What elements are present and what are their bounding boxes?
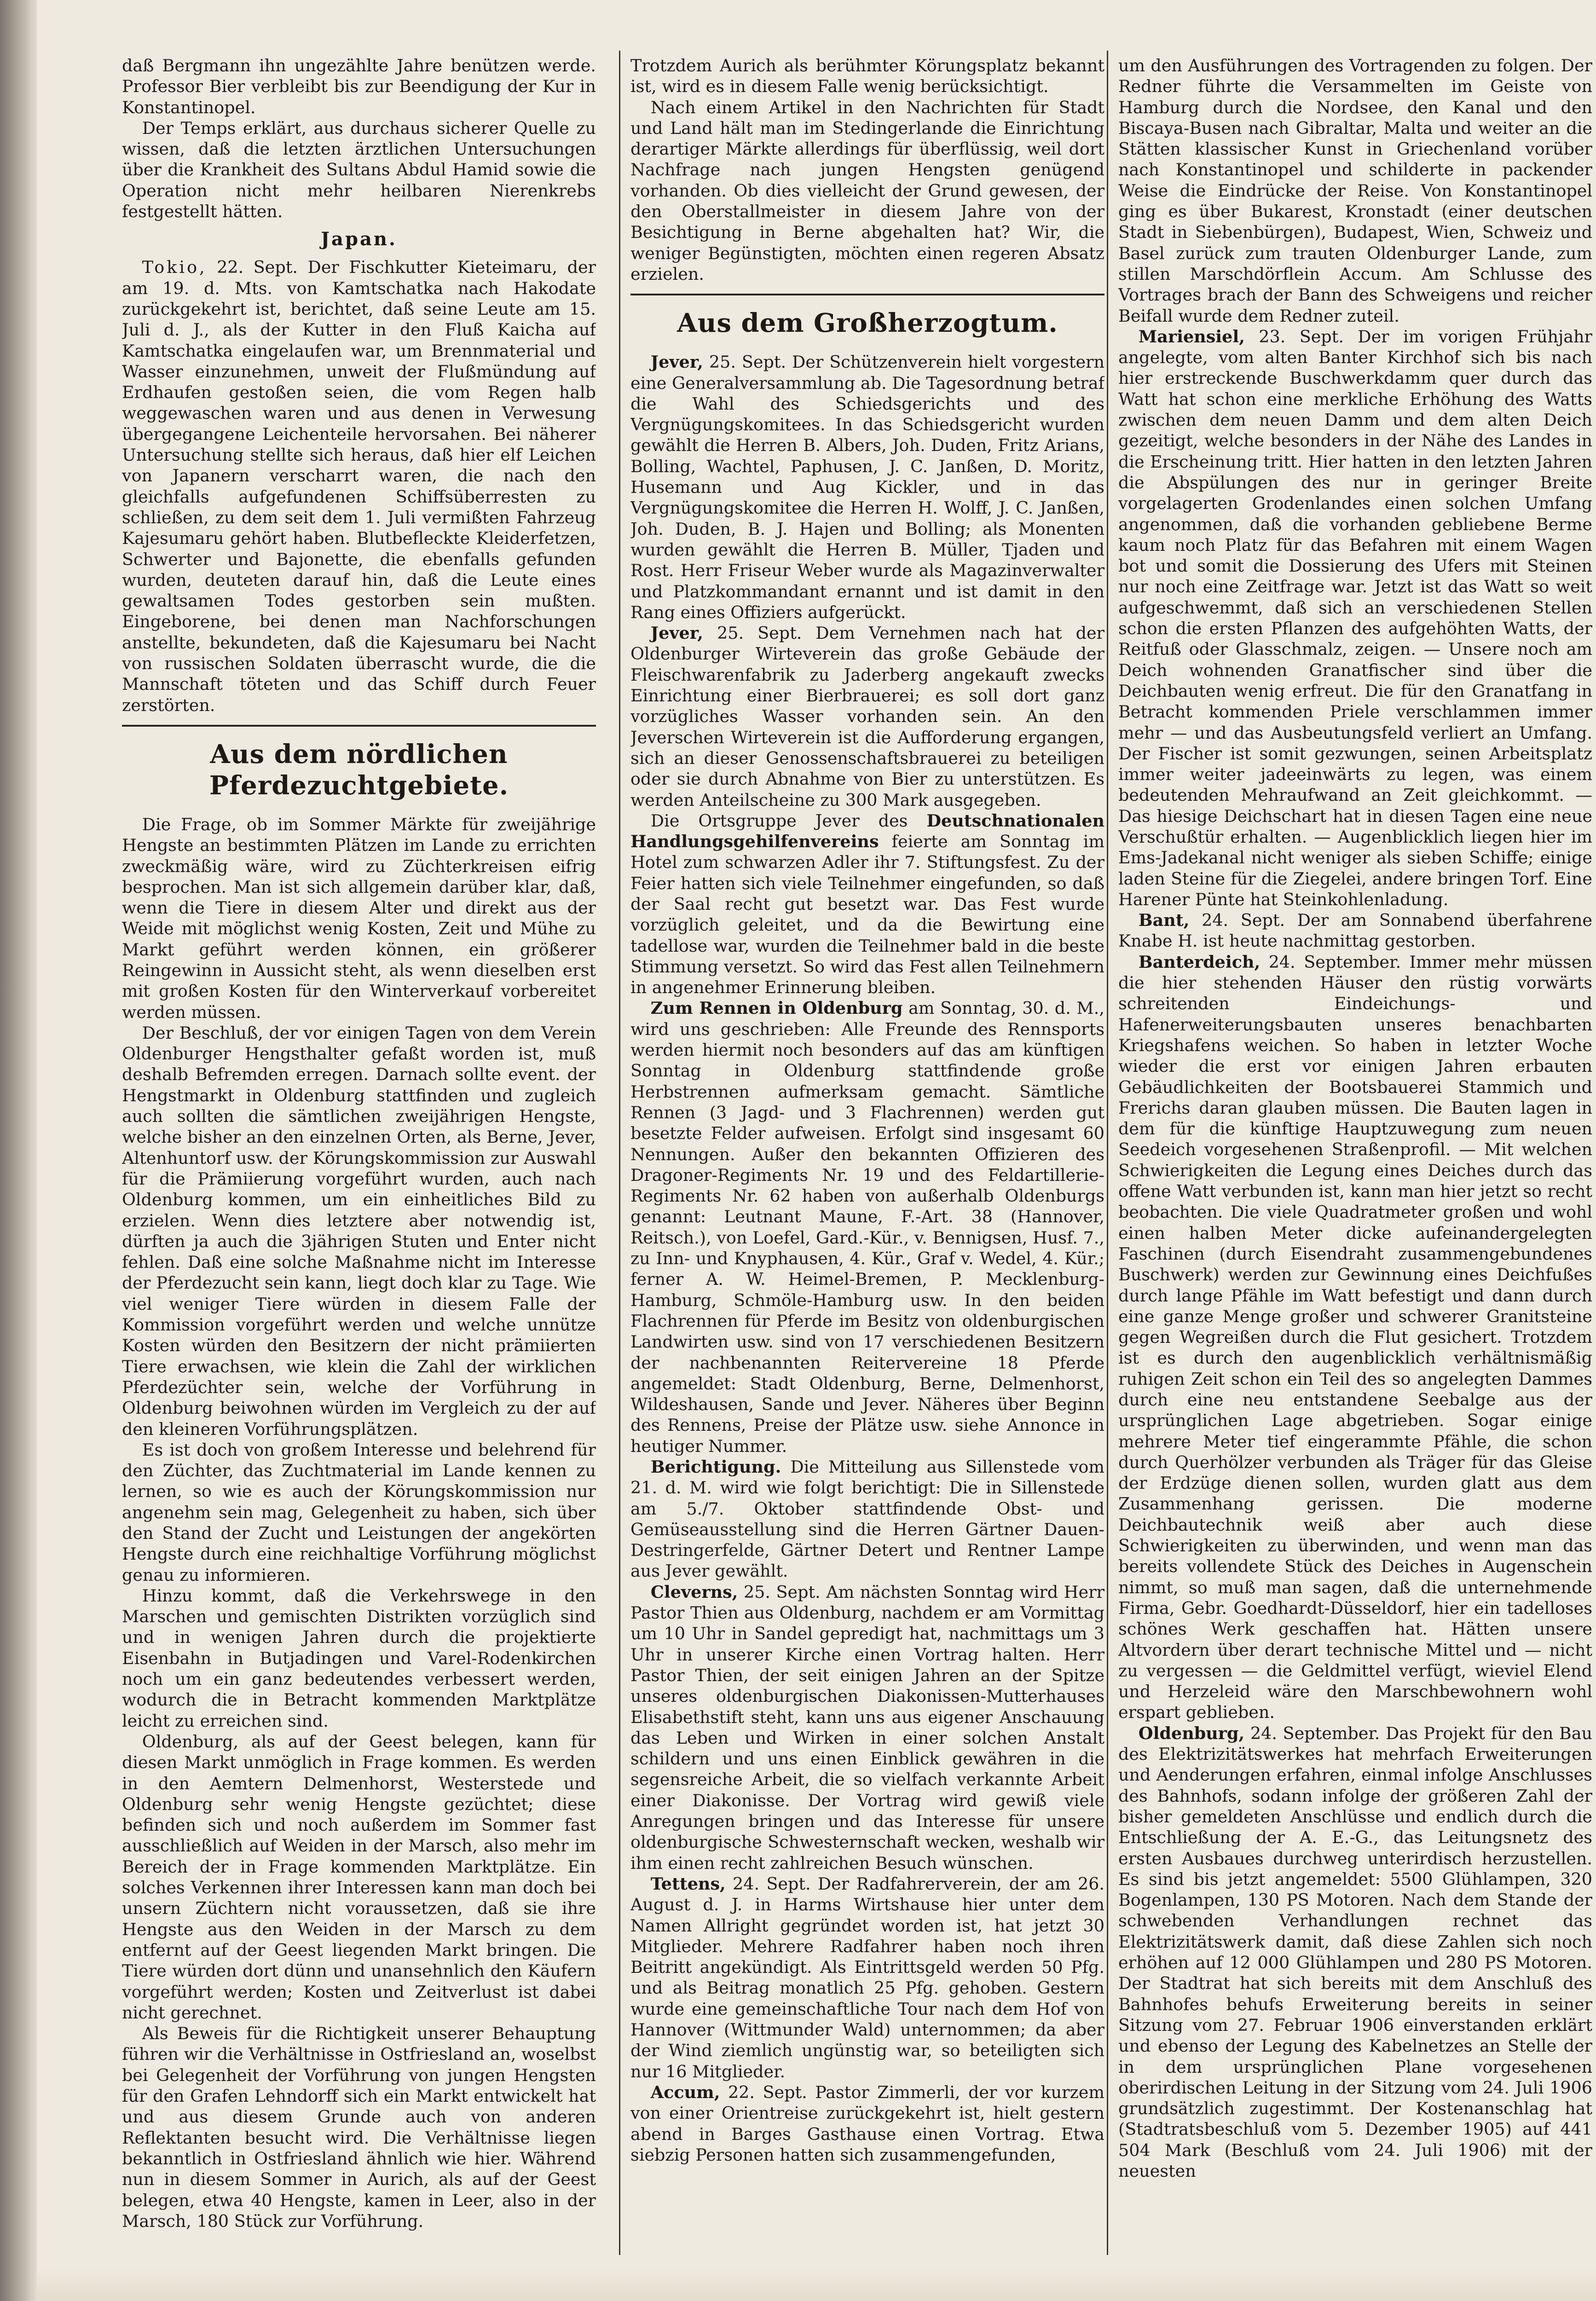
japan-heading: Japan. <box>321 228 397 250</box>
paragraph: Nach einem Artikel in den Nachrichten für Stadt und Land hält man im Stedingerlande die Einrichtung derartiger Märkte allerdings für überflüssig, weil dort Nachfrage nach jungen Hengsten genügend vorhanden. Ob dies vielleicht der Grund gewesen, der den Oberstallmeister in diesem Jahre von der Besichtigung in Berne abgehalten hat? Wir, die weniger Begünstigten, möchten einen regeren Absatz erzielen. <box>630 97 1104 284</box>
paragraph: Die Frage, ob im Sommer Märkte für zweijährige Hengste an bestimmten Plätzen im Lande zu errichten zweckmäßig wäre, wird zu Züchterkreisen eifrig besprochen. Man ist sich allgemein darüber klar, daß, wenn die Tiere in diesem Alter und direkt aus der Weide mit möglichst wenig Kosten, Zeit und Mühe zu Markt geführt werden können, ein größerer Reingewinn in Aussicht steht, als wenn dieselben erst mit großen Kosten für den Winterverkauf vorbereitet werden müssen. <box>122 814 596 1022</box>
place-name: Mariensiel, <box>1138 326 1245 347</box>
article-continuation: Trotzdem Aurich als berühmter Körungsplatz bekannt ist, wird es in diesem Falle wenig berücksichtigt. <box>630 56 1104 97</box>
news-item: Banterdeich, 24. September. Immer mehr müssen die hier stehenden Häuser den rüstig vorwärts schreitenden Eindeichungs- und Hafenerweiterungsbauten unseres benachbarten Kriegshafens weichen. So haben in letzter Woche wieder die erst vor einigen Jahren erbauten Gebäudlichkeiten der Bootsbauerei Stammich und Frerichs daran glauben müssen. Die Bauten lagen in dem für die künftige Hauptzuwegung zum neuen Seedeich vorgesehenen Straßenprofil. — Mit welchen Schwierigkeiten die Legung eines Deiches durch das offene Watt verbunden ist, kann man hier jetzt so recht beobachten. Die viele Quadratmeter großen und wohl einen halben Meter dicke aufeinandergelegten Faschinen (durch Eisendraht zusammengebundenes Buschwerk) werden zur Gewinnung eines Deichfußes durch lange Pfähle im Watt befestigt und dann durch eine ganze Menge großer und schwerer Granitsteine gegen Wegreißen durch die Flut gesichert. Trotzdem ist es durch den augenblicklich verhältnismäßig ruhigen Zeit schon ein Teil des so angelegten Dammes durch eine neu entstandene Seebalge aus der ursprünglichen Lage abgetrieben. Sogar einige mehrere Meter tief eingerammte Pfähle, die schon durch Querhölzer verbunden als Träger für das Gleise der Erdzüge dienen sollen, wurden glatt aus dem Zusammenhang gerissen. Die moderne Deichbautechnik weiß aber auch diese Schwierigkeiten zu überwinden, und wenn man das bereits vollendete Stück des Deiches in Augenschein nimmt, so muß man sagen, daß die unternehmende Firma, Gebr. Goedhardt-Düsseldorf, hier ein tadelloses schönes Werk geschaffen hat. Hätten unsere Altvordern über derart technische Mittel und — nicht zu vergessen — die Geldmittel verfügt, wieviel Elend und Herzeleid wäre den Marschbewohnern wohl erspart geblieben. <box>1118 952 1592 1723</box>
item-title: Berichtigung. <box>650 1457 781 1477</box>
section-rule <box>122 725 596 727</box>
article-continuation: daß Bergmann ihn ungezählte Jahre benützen werde. Professor Bier verbleibt bis zur Beendigung der Kur in Konstantinopel. <box>122 56 596 117</box>
column-2 <box>630 55 1104 2273</box>
page-bottom-edge <box>37 2269 1596 2301</box>
page-gutter-shadow <box>0 0 37 2301</box>
place-name: Oldenburg, <box>1138 1723 1245 1743</box>
section-heading-grossherzogtum: Aus dem Großherzogtum. <box>677 308 1058 339</box>
place-name: Tettens, <box>650 1873 726 1894</box>
news-item: Mariensiel, 23. Sept. Der im vorigen Frühjahr angelegte, vom alten Banter Kirchhof sich bis nach hier erstreckende Buschwerkdamm quer durch das Watt hat schon eine merkliche Erhöhung des Watts zwischen dem neuen Damm und dem alten Deich gezeitigt, welche besonders in der Nähe des Landes in die Erscheinung tritt. Hier hatten in den letzten Jahren die Abspülungen des nur in geringer Breite vorgelagerten Grodenlandes einen solchen Umfang angenommen, daß die vorhanden gebliebene Berme kaum noch Platz für das Befahren mit einem Wagen bot und somit die Dossierung des Ufers mit Steinen nur noch eine Zeitfrage war. Jetzt ist das Watt so weit aufgeschwemmt, daß sich an verschiedenen Stellen schon die ersten Pflanzen des aufgehöhten Watts, der Reitfuß oder Glasschmalz, zeigen. — Unsere noch am Deich wohnenden Granatfischer sind über die Deichbauten wenig erfreut. Die für den Granatfang in Betracht kommenden Priele verschlammen immer mehr — und das Ausbeutungsfeld verliert an Umfang. Der Fischer ist somit gezwungen, seinen Arbeitsplatz immer weiter jadeeinwärts zu legen, was einem bedeutenden Mehraufwand an Zeit gleichkommt. — Das hiesige Deichschart hat in diesen Tagen eine neue Verschußtür erhalten. — Augenblicklich liegen hier im Ems-Jadekanal nicht weniger als sieben Schiffe; einige laden Steine für die Ziegelei, andere bringen Torf. Eine Harener Pünte hat Steinkohlenladung. <box>1118 326 1592 909</box>
column-divider-1 <box>619 51 620 2255</box>
section-heading-pferdezucht: Aus dem nördlichen Pferdezuchtgebiete. <box>209 739 509 801</box>
place-name: Jever, <box>650 623 704 643</box>
organization-name: Deutschnationalen Handlungsgehilfenvereins <box>630 810 1104 852</box>
news-item: Jever, 25. Sept. Der Schützenverein hielt vorgestern eine Generalversammlung ab. Die Tagesordnung betraf die Wahl des Schiedsgerichts und des Vergnügungskomitees. In das Schiedsgericht wurden gewählt die Herren B. Albers, Joh. Duden, Fritz Arians, Bolling, Wachtel, Paphusen, J. C. Janßen, D. Moritz, Husemann und Aug Kickler, und in das Vergnügungskomitee die Herren H. Wolff, J. C. Janßen, Joh. Duden, B. J. Hajen und Bolling; als Monenten wurden gewählt die Herren B. Müller, Tjaden und Rost. Herr Friseur Weber wurde als Magazinverwalter und Platzkommandant ernannt und ist damit in den Rang eines Offiziers aufgerückt. <box>630 352 1104 622</box>
paragraph: Hinzu kommt, daß die Verkehrswege in den Marschen und gemischten Distrikten vorzüglich sind und in wenigen Jahren durch die projektierte Eisenbahn in Butjadingen und Varel-Rodenkirchen noch um ein ganz bedeutendes verbessert werden, wodurch die in Betracht kommenden Marktplätze leicht zu erreichen sind. <box>122 1585 596 1731</box>
place-name: Accum, <box>650 2082 720 2102</box>
column-divider-2 <box>1107 51 1108 2255</box>
section-rule <box>630 294 1104 295</box>
place-name: Jever, <box>650 352 704 372</box>
paragraph-tokio <box>122 257 596 716</box>
item-title: Zum Rennen in Oldenburg <box>650 998 903 1018</box>
news-item: Jever, 25. Sept. Dem Vernehmen nach hat der Oldenburger Wirteverein das große Gebäude der Fleischwarenfabrik zu Jaderberg angekauft zwecks Einrichtung einer Bierbrauerei; es soll dort ganz vorzügliches Wasser vorhanden sein. An den Jeverschen Wirteverein ist die Aufforderung ergangen, sich an dieser Genossenschaftsbrauerei zu beteiligen oder sie durch Abnahme von Bier zu unterstützen. Es werden Anteilscheine zu 300 Mark ausgegeben. <box>630 623 1104 810</box>
paragraph: Als Beweis für die Richtigkeit unserer Behauptung führen wir die Verhältnisse in Ostfriesland an, woselbst bei Gelegenheit der Vorführung von jungen Hengsten für den Grafen Lehndorff sich ein Markt entwickelt hat und aus diesem Grunde auch von anderen Reflektanten besucht wird. Die Verhältnisse liegen bekanntlich in Ostfriesland ähnlich wie hier. Während nun in diesem Sommer in Aurich, als auf der Geest belegen, etwa 40 Hengste, kamen in Leer, also in der Marsch, 180 Stück zur Vorführung. <box>122 2023 596 2231</box>
column-3 <box>1118 55 1592 2273</box>
news-item: Accum, 22. Sept. Pastor Zimmerli, der vor kurzem von einer Orientreise zurückgekehrt ist, hielt gestern abend in Barges Gasthause einen Vortrag. Etwa siebzig Personen hatten sich zusammengefunden, <box>630 2082 1104 2165</box>
place-tokio: Tokio, <box>142 257 207 278</box>
news-item: Zum Rennen in Oldenburg am Sonntag, 30. d. M., wird uns geschrieben: Alle Freunde des Rennsports werden hiermit noch besonders auf das am künftigen Sonntag in Oldenburg stattfindende große Herbstrennen aufmerksam gemacht. Sämtliche Rennen (3 Jagd- und 3 Flachrennen) werden gut besetzte Felder aufweisen. Erfolgt sind insgesamt 60 Nennungen. Außer den bekannten Offizieren des Dragoner-Regiments Nr. 19 und des Feldartillerie-Regiments Nr. 62 haben von außerhalb Oldenburgs genannt: Leutnant Maune, F.-Art. 38 (Hannover, Reitsch.), von Loefel, Gard.-Kür., v. Bennigsen, Husf. 7., zu Inn- und Knyphausen, 4. Kür., Graf v. Wedel, 4. Kür.; ferner A. W. Heimel-Bremen, P. Mecklenburg-Hamburg, Schmöle-Hamburg usw. In den beiden Flachrennen für Pferde im Besitz von oldenburgischen Landwirten usw. sind von 17 verschiedenen Besitzern der nachbenannten Reitervereine 18 Pferde angemeldet: Stadt Oldenburg, Berne, Delmenhorst, Wildeshausen, Sande und Jever. Näheres über Beginn des Rennens, Preise der Plätze usw. siehe Annonce in heutiger Nummer. <box>630 998 1104 1456</box>
paragraph-temps: Der Temps erklärt, aus durchaus sicherer Quelle zu wissen, daß die letzten ärztlichen Untersuchungen über die Krankheit des Sultans Abdul Hamid sowie die Operation nicht mehr heilbaren Nierenkrebs festgestellt hätten. <box>122 118 596 222</box>
news-item: Berichtigung. Die Mitteilung aus Sillenstede vom 21. d. M. wird wie folgt berichtigt: Die in Sillenstede am 5./7. Oktober stattfindende Obst- und Gemüseausstellung sind die Herren Gärtner Dauen-Destringerfelde, Gärtner Detert und Rentner Lampe aus Jever gewählt. <box>630 1457 1104 1581</box>
news-item: Oldenburg, 24. September. Das Projekt für den Bau des Elektrizitätswerkes hat mehrfach Erweiterungen und Aenderungen erfahren, einmal infolge Anschlusses des Bahnhofs, sodann infolge der größeren Zahl der bisher gemeldeten Anschlüsse und endlich durch die Entschließung der A. E.-G., das Leitungsnetz des ersten Ausbaues durchweg unterirdisch herzustellen. Es sind bis jetzt angemeldet: 5500 Glühlampen, 320 Bogenlampen, 130 PS Motoren. Nach dem Stande der schwebenden Verhandlungen rechnet das Elektrizitätswerk damit, daß diese Zahlen sich noch erhöhen auf 12 000 Glühlampen und 280 PS Motoren. Der Stadtrat hat sich bereits mit dem Anschluß des Bahnhofes behufs Erweiterung bereits in seiner Sitzung vom 27. Februar 1906 einverstanden erklärt und ebenso der Legung des Kabelnetzes an Stelle der in dem ursprünglichen Plane vorgesehenen oberirdischen Leitung in der Sitzung vom 24. Juli 1906 grundsätzlich zugestimmt. Der Kostenanschlag hat (Stadtratsbeschluß vom 5. Dezember 1905) auf 441 504 Mark (Beschluß vom 24. Juli 1906) mit der neuesten <box>1118 1723 1592 2181</box>
place-name: Cleverns, <box>650 1582 738 1602</box>
news-item: Die Ortsgruppe Jever des Deutschnationalen Handlungsgehilfenvereins feierte am Sonntag im Hotel zum schwarzen Adler ihr 7. Stiftungsfest. Zu der Feier hatten sich viele Teilnehmer eingefunden, so daß der Saal recht gut besetzt war. Das Fest wurde vorzüglich geleitet, und da die Bewirtung eine tadellose war, wurden die Teilnehmer bald in die beste Stimmung versetzt. So wird das Fest allen Teilnehmern in angenehmer Erinnerung bleiben. <box>630 810 1104 998</box>
column-1 <box>122 55 596 2273</box>
news-item: Bant, 24. Sept. Der am Sonnabend überfahrene Knabe H. ist heute nachmittag gestorben. <box>1118 910 1592 951</box>
paragraph: Oldenburg, als auf der Geest belegen, kann für diesen Markt unmöglich in Frage kommen. Es werden in den Aemtern Delmenhorst, Westerstede und Oldenburg sehr wenig Hengste gezüchtet; diese befinden sich und noch außerdem im Sommer fast ausschließlich auf Weiden in der Marsch, also mehr im Bereich der in Frage kommenden Marktplätze. Ein solches Verkennen ihrer Interessen kann man doch bei unsern Züchtern nicht voraussetzen, daß sie ihre Hengste aus den Weiden in der Marsch zu dem entfernt auf der Geest liegenden Markt bringen. Die Tiere würden dort dünn und unansehnlich den Käufern vorgeführt werden; Kosten und Zeitverlust ist dabei nicht gerechnet. <box>122 1731 596 2023</box>
news-item: Cleverns, 25. Sept. Am nächsten Sonntag wird Herr Pastor Thien aus Oldenburg, nachdem er am Vormittag um 10 Uhr in Sandel gepredigt hat, nachmittags um 3 Uhr in unserer Kirche einen Vortrag halten. Herr Pastor Thien, der seit einigen Jahren an der Spitze unseres oldenburgischen Diakonissen-Mutterhauses Elisabethstift steht, kann uns aus eigener Anschauung das Leben und Wirken in einer solchen Anstalt schildern und uns einen Einblick gewähren in die segensreiche Arbeit, die so vielfach verkannte Arbeit einer Diakonisse. Der Vortrag wird gewiß viele Anregungen bringen und das Interesse für unsere oldenburgische Schwesternschaft wecken, weshalb wir ihm einen recht zahlreichen Besuch wünschen. <box>630 1582 1104 1873</box>
article-continuation: um den Ausführungen des Vortragenden zu folgen. Der Redner führte die Versammelten im Geiste von Hamburg durch die Nordsee, den Kanal und den Biscaya-Busen nach Gibraltar, Malta und weiter an die Stätten klassischer Kunst in Griechenland vorüber nach Konstantinopel und schilderte in packender Weise die Eindrücke der Reise. Von Konstantinopel ging es über Bukarest, Kronstadt (einer deutschen Stadt in Siebenbürgen), Budapest, Wien, Schweiz und Basel zurück zum trauten Oldenburger Lande, zum stillen Marschdörflein Accum. Am Schlusse des Vortrages brach der Bann des Schweigens und reicher Beifall wurde dem Redner zuteil. <box>1118 56 1592 326</box>
place-name: Bant, <box>1138 910 1190 931</box>
tokio-text: 22. Sept. Der Fischkutter Kieteimaru, der am 19. d. Mts. von Kamtschatka nach Hakodate zurückgekehrt ist, berichtet, daß seine Leute am 15. Juli d. J., als der Kutter in den Fluß Kaicha auf Kamtschatka eingelaufen war, um Brennmaterial und Wasser einzunehmen, unweit der Flußmündung auf Erdhaufen gestoßen seien, die vom Regen halb weggewaschen waren und aus denen in Verwesung übergegangene Leichenteile hervorsahen. Bei näherer Untersuchung stellte sich heraus, daß hier elf Leichen von Japanern verscharrt waren, die nach den gleichfalls aufgefundenen Schiffsüberresten zu schließen, zu dem seit dem 1. Juli vermißten Fahrzeug Kajesumaru gehört haben. Blutbefleckte Kleiderfetzen, Schwerter und Bajonette, die ebenfalls gefunden wurden, deuteten darauf hin, daß die Leute eines gewaltsamen Todes gestorben sein mußten. Eingeborene, bei denen man Nachforschungen anstellte, bekundeten, daß die Kajesumaru bei Nacht von russischen Soldaten überrascht wurde, die die Mannschaft töteten und das Schiff durch Feuer zerstörten. <box>122 257 596 715</box>
news-item: Tettens, 24. Sept. Der Radfahrerverein, der am 26. August d. J. in Harms Wirtshause hier unter dem Namen Allright gegründet worden ist, hat jetzt 30 Mitglieder. Mehrere Radfahrer haben noch ihren Beitritt angekündigt. Als Eintrittsgeld werden 50 Pfg. und als Beitrag monatlich 25 Pfg. gehoben. Gestern wurde eine gemeinschaftliche Tour nach dem Hof von Hannover (Wittmunder Wald) unternommen; da aber der Wind ziemlich ungünstig war, so beteiligten sich nur 16 Mitglieder. <box>630 1873 1104 2081</box>
paragraph: Es ist doch von großem Interesse und belehrend für den Züchter, das Zuchtmaterial im Lande kennen zu lernen, so wie es auch der Körungskommission nur angenehm sein mag, Gelegenheit zu haben, sich über den Stand der Zucht und Leistungen der angekörten Hengste durch eine reichhaltige Vorführung möglichst genau zu informieren. <box>122 1440 596 1585</box>
paragraph: Der Beschluß, der vor einigen Tagen von dem Verein Oldenburger Hengsthalter gefaßt worden ist, muß deshalb Befremden erregen. Darnach sollte event. der Hengstmarkt in Oldenburg stattfinden und zugleich auch sollten die sämtlichen zweijährigen Hengste, welche bisher an den einzelnen Orten, als Berne, Jever, Altenhuntorf usw. der Körungskommission zur Auswahl für die Prämiierung vorgeführt wurden, auch nach Oldenburg kommen, um ein einheitliches Bild zu erzielen. Wenn dies letztere aber notwendig ist, dürften ja auch die 3jährigen Stuten und Enter nicht fehlen. Daß eine solche Maßnahme nicht im Interesse der Pferdezucht sein kann, liegt doch klar zu Tage. Wie viel weniger Tiere würden in diesem Falle der Kommission vorgeführt werden und welche unnütze Kosten würden den Besitzern der nicht prämiierten Tiere erwachsen, wie klein die Zahl der wirklichen Pferdezüchter sein, welche der Vorführung in Oldenburg beiwohnen würden im Vergleich zu der auf den kleineren Vorführungsplätzen. <box>122 1023 596 1439</box>
place-name: Banterdeich, <box>1138 952 1261 972</box>
